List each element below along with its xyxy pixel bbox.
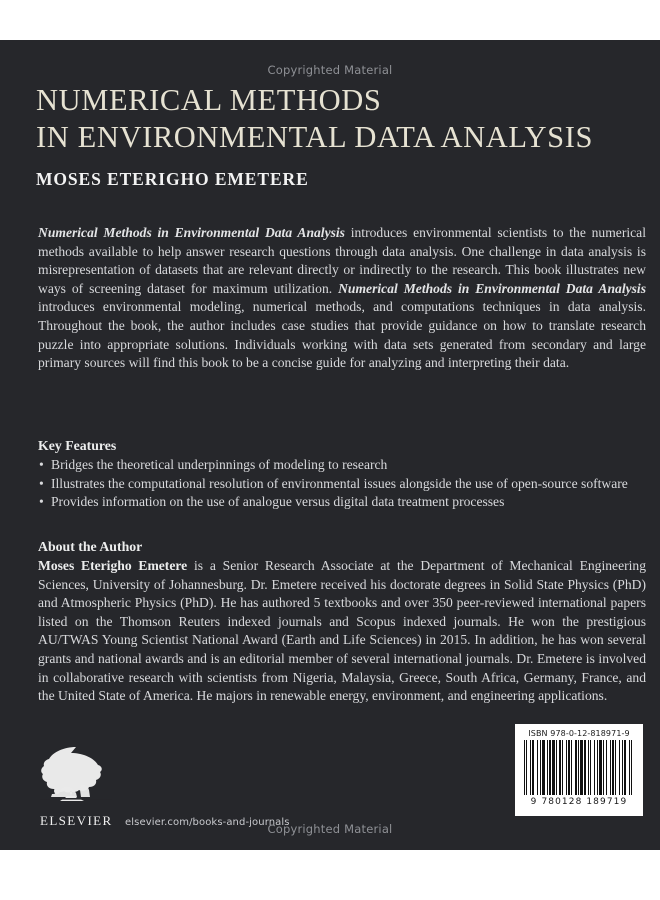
elsevier-wordmark: ELSEVIER bbox=[40, 813, 113, 828]
author-bio-text: is a Senior Research Associate at the Department of Mechanical Engineering Sciences, University of Johannesburg. Dr. Emetere received his doctorate degrees in Solid State Physics (PhD) and Atmospheric Physics (PhD). He has authored 5 textbooks and over 350 peer-reviewed international papers listed on the Thomson Reuters indexed journals and Scopus indexed journals. He won the prestigious AU/TWAS Young Scientist National Award (Earth and Life Sciences) in 2015. In addition, he has won several grants and national awards and is an editorial member of several international journals. Dr. Emetere is involved in collaborative research with scientists from Nigeria, Malaysia, Greece, South Africa, Germany, France, and the United State of America. He majors in renewable energy, environment, and engineering applications. bbox=[38, 558, 646, 704]
isbn-barcode bbox=[515, 724, 643, 816]
publisher-block bbox=[40, 745, 290, 829]
book-back-cover bbox=[0, 40, 660, 850]
key-feature-text: Bridges the theoretical underpinnings of modeling to research bbox=[51, 457, 388, 472]
about-the-author-section bbox=[38, 537, 646, 706]
description-text-1: introduces environmental scientists to the numerical methods available to help answer research questions through data analysis. One challenge in data analysis is misrepresentation of datasets that are relevant directly or indirectly to the research. This book illustrates new ways of screening dataset for maximum utilization. bbox=[38, 225, 646, 296]
key-feature-item bbox=[38, 456, 646, 475]
copyrighted-material-notice-bottom: Copyrighted Material bbox=[267, 822, 393, 836]
author-name: MOSES ETERIGHO EMETERE bbox=[36, 169, 309, 189]
book-description bbox=[38, 224, 646, 373]
book-title-line-2: IN ENVIRONMENTAL DATA ANALYSIS bbox=[36, 120, 594, 154]
barcode-bars bbox=[524, 740, 634, 795]
book-title-line-1: NUMERICAL METHODS bbox=[36, 83, 382, 117]
book-title-mention-2: Numerical Methods in Environmental Data Analysis bbox=[338, 280, 646, 296]
isbn-label: ISBN 978-0-12-818971-9 bbox=[528, 729, 630, 738]
bullet-icon: • bbox=[39, 457, 44, 472]
bullet-icon: • bbox=[39, 494, 44, 510]
author-bio-lead-name: Moses Eterigho Emetere bbox=[38, 558, 188, 573]
elsevier-logo bbox=[40, 745, 112, 829]
copyrighted-material-notice-top: Copyrighted Material bbox=[267, 63, 393, 77]
bullet-icon: • bbox=[39, 475, 44, 491]
about-the-author-heading: About the Author bbox=[38, 539, 143, 554]
key-features-heading: Key Features bbox=[38, 438, 117, 453]
key-feature-item bbox=[38, 493, 646, 512]
elsevier-non-solus-tree-icon bbox=[40, 745, 112, 807]
key-feature-text: Illustrates the computational resolution of environmental issues alongside the use of open-source software bbox=[51, 475, 628, 491]
barcode-digits: 9 780128 189719 bbox=[530, 797, 628, 807]
key-features-section bbox=[38, 436, 646, 512]
title-block bbox=[36, 82, 650, 190]
key-feature-text: Provides information on the use of analogue versus digital data treatment processes bbox=[51, 494, 505, 510]
description-text-2: introduces environmental modeling, numerical methods, and computations techniques in data analysis. Throughout the book, the author includes case studies that provide guidance on how to translate research puzzle into appropriate solutions. Individuals working with data sets generated from secondary and large primary sources will find this book to be a concise guide for analyzing and interpreting their data. bbox=[38, 299, 646, 371]
author-biography bbox=[38, 557, 646, 706]
publisher-url[interactable]: elsevier.com/books-and-journals bbox=[125, 817, 290, 828]
key-feature-item bbox=[38, 475, 646, 494]
book-title-mention-1: Numerical Methods in Environmental Data Analysis bbox=[38, 225, 345, 240]
description-paragraph bbox=[38, 224, 646, 373]
